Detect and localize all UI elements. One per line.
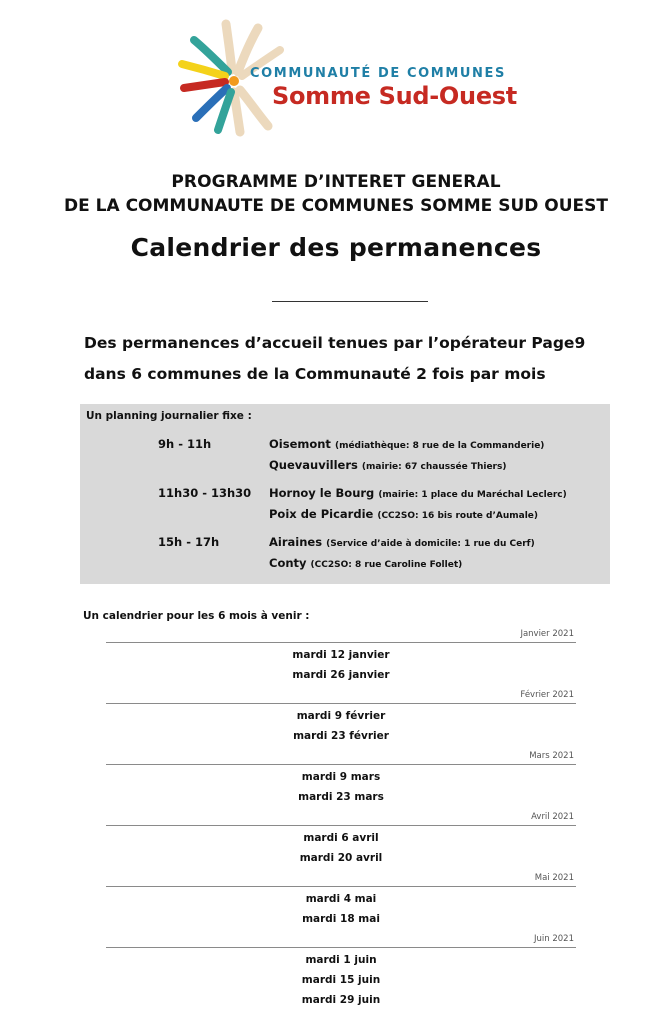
date-item: mardi 15 juin — [301, 974, 381, 986]
place-name: Oisemont — [269, 437, 331, 451]
slot-place — [269, 437, 544, 451]
title-divider — [272, 301, 428, 302]
logo-line-1: COMMUNAUTÉ DE COMMUNES — [250, 66, 506, 81]
calendar-title: Un calendrier pour les 6 mois à venir : — [83, 610, 310, 622]
date-item: mardi 23 février — [293, 730, 389, 742]
place-detail: (mairie: 1 place du Maréchal Leclerc) — [378, 490, 567, 500]
month-divider — [106, 764, 576, 765]
date-item: mardi 6 avril — [303, 832, 379, 844]
slot-place — [269, 507, 538, 521]
date-item: mardi 18 mai — [302, 913, 380, 925]
page-title: Calendrier des permanences — [130, 233, 542, 262]
month-label: Avril 2021 — [531, 812, 574, 822]
month-label: Mars 2021 — [529, 751, 574, 761]
slot-time: 11h30 - 13h30 — [158, 486, 252, 500]
place-name: Airaines — [269, 535, 323, 549]
program-title-line-2: DE LA COMMUNAUTE DE COMMUNES SOMME SUD OUEST — [64, 196, 608, 216]
month-divider — [106, 642, 576, 643]
date-item: mardi 23 mars — [298, 791, 384, 803]
slot-time: 15h - 17h — [158, 535, 220, 549]
intro-line-1: Des permanences d’accueil tenues par l’opérateur Page9 — [84, 334, 586, 352]
place-detail: (médiathèque: 8 rue de la Commanderie) — [334, 441, 545, 451]
month-label: Février 2021 — [520, 690, 574, 700]
place-detail: (CC2SO: 8 rue Caroline Follet) — [310, 560, 463, 570]
slot-place — [269, 535, 535, 549]
intro-line-2: dans 6 communes de la Communauté 2 fois par mois — [84, 365, 546, 383]
place-name: Quevauvillers — [269, 458, 358, 472]
date-item: mardi 12 janvier — [292, 649, 390, 661]
month-divider — [106, 825, 576, 826]
month-label: Janvier 2021 — [520, 629, 574, 639]
slot-place — [269, 486, 567, 500]
slot-time: 9h - 11h — [158, 437, 212, 451]
date-item: mardi 1 juin — [305, 954, 377, 966]
date-item: mardi 4 mai — [305, 893, 377, 905]
date-item: mardi 26 janvier — [292, 669, 390, 681]
logo-line-2: Somme Sud-Ouest — [272, 82, 517, 110]
place-name: Conty — [269, 556, 307, 570]
place-name: Poix de Picardie — [269, 507, 374, 521]
month-divider — [106, 703, 576, 704]
place-detail: (CC2SO: 16 bis route d’Aumale) — [377, 511, 539, 521]
place-name: Hornoy le Bourg — [269, 486, 375, 500]
month-label: Mai 2021 — [534, 873, 574, 883]
month-divider — [106, 886, 576, 887]
date-item: mardi 29 juin — [301, 994, 381, 1006]
date-item: mardi 20 avril — [299, 852, 383, 864]
planning-title: Un planning journalier fixe : — [86, 410, 252, 422]
place-detail: (Service d’aide à domicile: 1 rue du Cerf) — [326, 539, 535, 549]
slot-place — [269, 556, 462, 570]
planning-box — [80, 404, 610, 584]
month-label: Juin 2021 — [534, 934, 574, 944]
place-detail: (mairie: 67 chaussée Thiers) — [361, 462, 507, 472]
date-item: mardi 9 février — [296, 710, 386, 722]
slot-place — [269, 458, 506, 472]
program-title-line-1: PROGRAMME D’INTERET GENERAL — [171, 172, 501, 192]
month-divider — [106, 947, 576, 948]
date-item: mardi 9 mars — [301, 771, 381, 783]
